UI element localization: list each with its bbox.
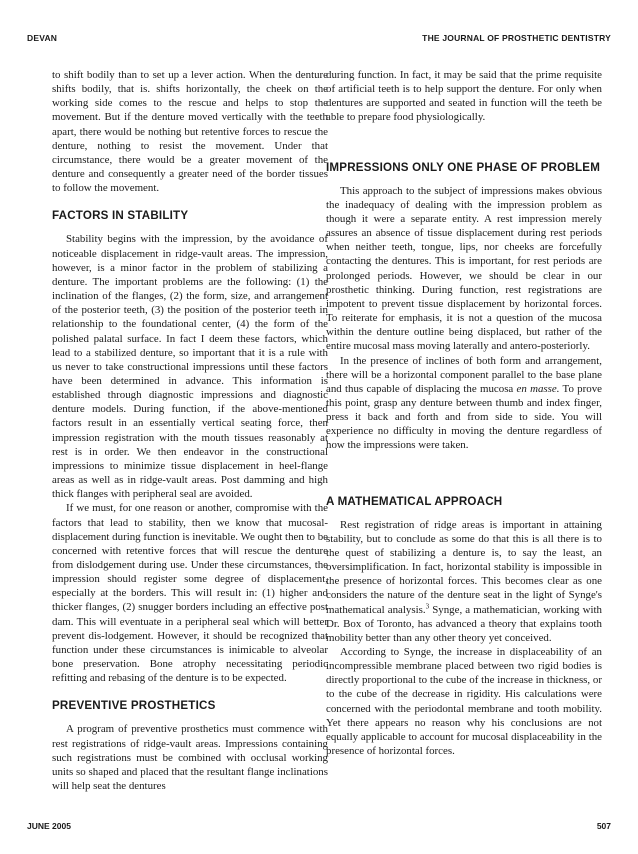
heading-impressions-only-one-phase: IMPRESSIONS ONLY ONE PHASE OF PROBLEM: [326, 160, 601, 174]
paragraph-stability-1: Stability begins with the impression, by the avoidance of noticeable displacement in ridge-vault areas. The impression, however, is a minor factor in the problem of stabilizing a denture. The important problems are the following: (1) the inclination of the flanges, (2) the form, size, and arrangement of the posterior teeth, (3) the position of the posterior teeth in relationship to the foundational center, (4) the form of the polished palatal surface. In fact I deem these factors, which lead to a stabilized denture, so important that it is a rule with us never to take constructional impressions until these factors have been determined in advance. This information is established through diagnostic impressions and diagnostic denture models. During function, if the above-mentioned factors result in an essentially vertical seating force, then impression registration with the mouth tissues reasonably at rest is in order. We then endeavor in the constructional impressions to minimize tissue displacement in heel-flange areas as well as in ridge-vault areas. Post damming and high thick flanges with peripheral seal are avoided.: [52, 233, 328, 501]
footer-date: JUNE 2005: [27, 821, 71, 831]
footer-page-number: 507: [596, 821, 611, 831]
paragraph-preventive: A program of preventive prosthetics must commence with rest registrations of ridge-vault areas. Impressions containing such registrations must be combined with occlusal working units so shaped and placed that the resultant flange inclinations will help seat the dentures: [52, 723, 328, 793]
heading-mathematical-approach: A MATHEMATICAL APPROACH: [326, 494, 503, 508]
right-column: [326, 68, 602, 758]
italic-en-masse: en masse.: [516, 382, 560, 395]
left-column: [52, 68, 328, 793]
header-journal-title: THE JOURNAL OF PROSTHETIC DENTISTRY: [422, 33, 611, 43]
paragraph-math-1: [326, 518, 602, 645]
paragraph-stability-2: If we must, for one reason or another, compromise with the factors that lead to stability, then we know that mucosal-displacement during function is inevitable. We ought then to be concerned with retentive forces that will rescue the denture from dislodgement during use. Under these circumstances, the impression should register some degree of displacement, especially at the borders. This will result in: (1) higher and thicker flanges, (2) snugger borders including an effective post dam. This will eventuate in a peripheral seal which will better prevent dis-lodgement. However, it should be recognized that function under these circumstances is inimicable to alveolar bone preservation. Bone atrophy necessitating periodic refitting and rebasing of the denture is to be expected.: [52, 502, 328, 685]
paragraph-function: during function. In fact, it may be said that the prime requisite of artificial teeth is to help support the denture. For only when dentures are supported and seated in function will the teeth be able to prepare food physiologically.: [326, 69, 602, 124]
paragraph-math-2: According to Synge, the increase in displaceability of an incompressible membrane placed between two rigid bodies is directly proportional to the cube of the increase in thickness, or to the cube of the decrease in rigidity. His calculations were concerned with the periodontal membrane and tooth mobility. Yet there appears no reason why his conclusions are not equally applicable to account for mucosal displaceability in the presence of horizontal forces.: [326, 646, 602, 758]
paragraph-impressions-1: This approach to the subject of impressions makes obvious the inadequacy of dealing with the impression problem as though it were a separate entity. A rest impression merely assures an absence of tissue displacement during rest periods when neither teeth, tongue, lips, nor cheeks are forcefully contacting the dentures. This is important, for rest periods are prolonged periods. However, we should be clear in our prosthetic thinking. During function, rest registrations are impotent to prevent tissue displacement by horizontal forces. To reiterate for emphasis, it is not a question of the mucosa within the denture outline being displaced, but rather of the entire mucosal mass moving laterally and antero-posteriorly.: [326, 184, 602, 353]
header-author: DEVAN: [27, 33, 58, 43]
reference-superscript[interactable]: 3: [425, 601, 430, 610]
paragraph-impressions-2-part-a: In the presence of inclines of both form and arrangement, there will be a horizontal component parallel to the base plane and thus capable of displacing the mucosa: [326, 354, 602, 395]
paragraph-math-1-part-b: Synge, a mathematician, working with Dr. Box of Toronto, has advanced a theory that explains tooth mobility better than any other theory yet conceived.: [326, 603, 602, 644]
paragraph-impressions-2: [326, 354, 602, 453]
paragraph-math-1-part-a: Rest registration of ridge areas is important in attaining stability, but to conclude as some do that this is all there is to the quest of stabilizing a denture is, to say the least, an oversimplification. In fact, horizontal stability is impossible in the presence of horizontal forces. This becomes clear as one considers the nature of the denture seat in the light of Synge's mathematical analysis.: [326, 518, 602, 616]
paragraph-intro: to shift bodily than to set up a lever action. When the denture shifts bodily, that is. shifts horizontally, the cheek on the working side comes to the rescue and helps to stop the movement. But if the denture moved vertically with the teeth apart, there would be nothing but retentive forces to rescue the denture, nothing to resist the movement. Under that circumstance, there would be a greater movement of the denture and consequently a greater need of the border tissues to follow the movement.: [52, 69, 328, 195]
heading-preventive-prosthetics: PREVENTIVE PROSTHETICS: [52, 699, 216, 713]
heading-factors-in-stability: FACTORS IN STABILITY: [52, 209, 189, 223]
paragraph-impressions-2-part-b: To prove this point, grasp any denture between thumb and index finger, press it back and forth and from side to side. You will experience no difficulty in moving the denture regardless of how the impressions were taken.: [326, 382, 602, 452]
